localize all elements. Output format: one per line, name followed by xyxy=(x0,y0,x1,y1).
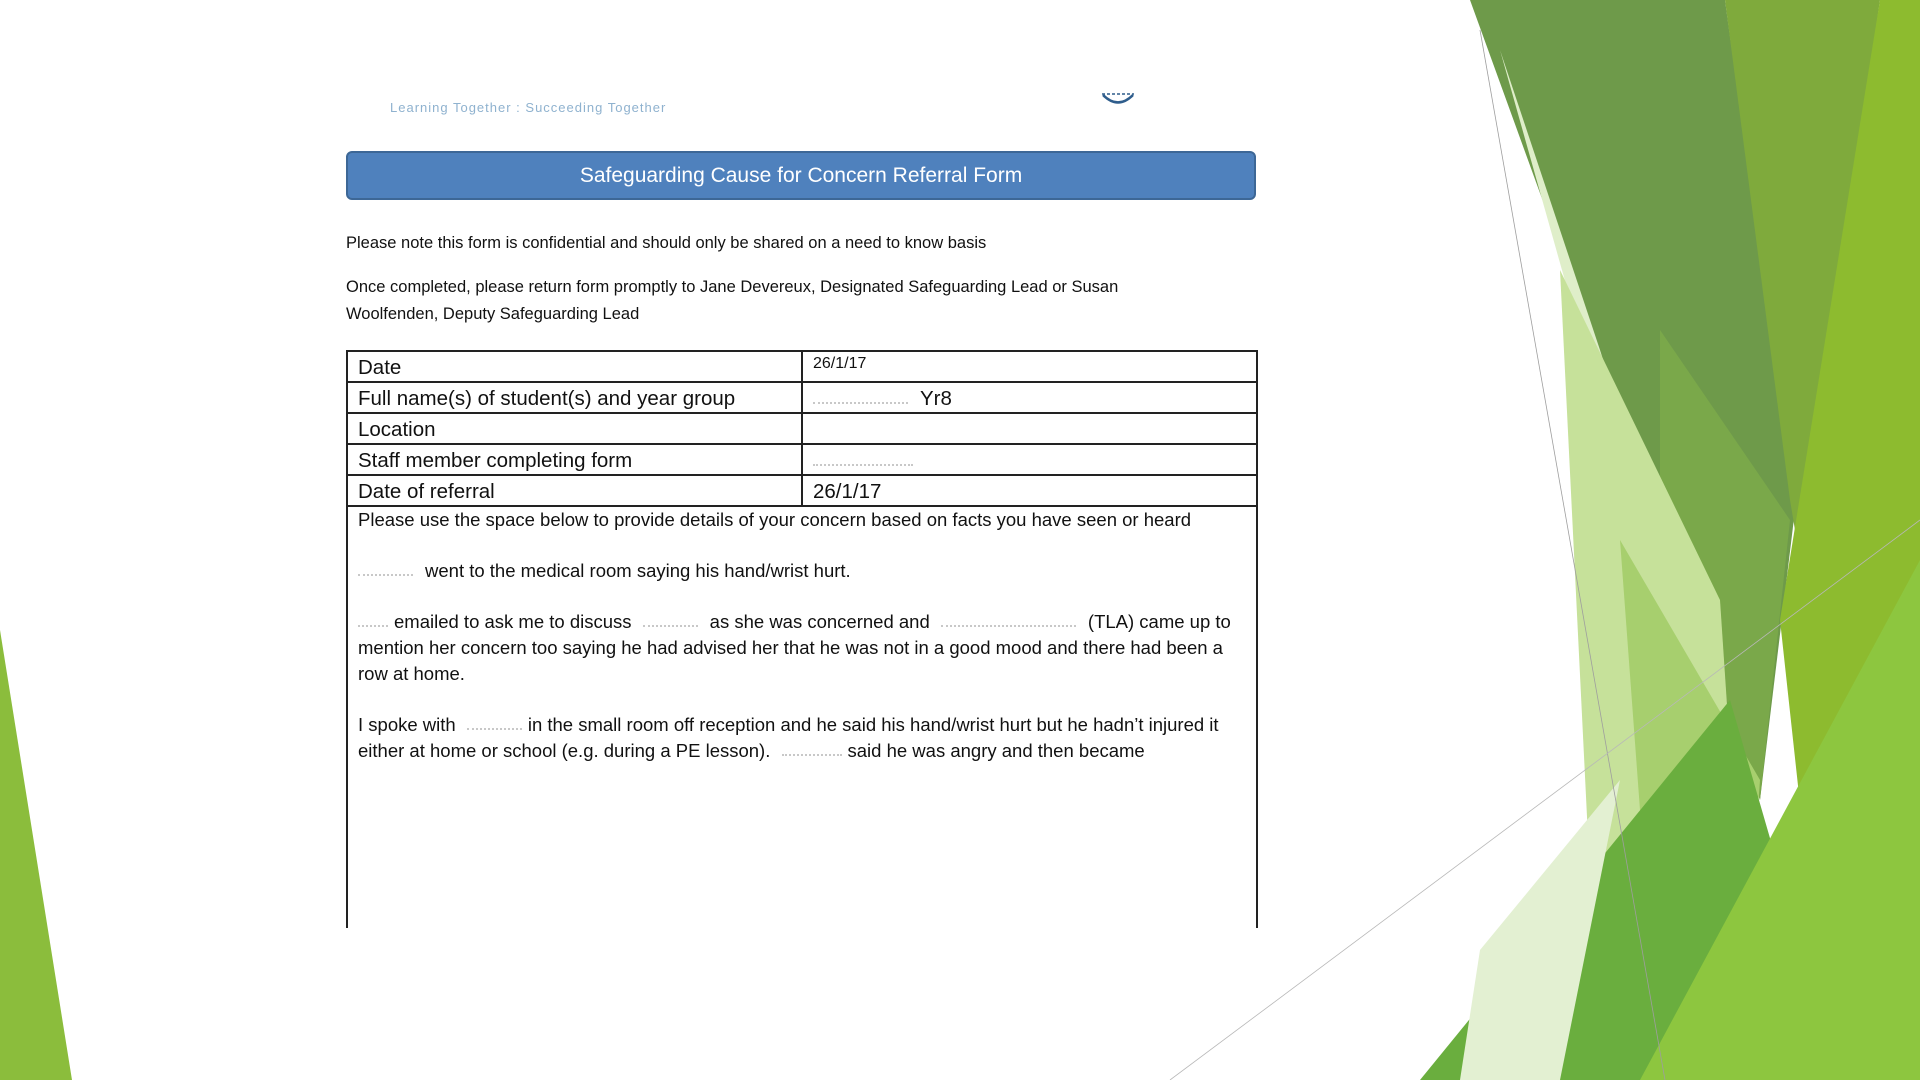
school-tagline: Learning Together : Succeeding Together xyxy=(390,100,667,115)
location-value xyxy=(803,414,1256,443)
details-text-2c: (TLA) came up to mention her concern too saying he had advised her that he was not in a good mood and there had been a row at home. xyxy=(358,611,1231,684)
redacted-name xyxy=(358,568,413,576)
student-names-value xyxy=(803,383,1256,412)
details-text-2b: as she was concerned and xyxy=(709,611,930,632)
details-paragraph-2 xyxy=(358,609,1246,687)
table-row-location xyxy=(348,414,1256,445)
year-group-value: Yr8 xyxy=(920,387,952,410)
details-text-3c: said he was angry and then became xyxy=(847,740,1145,761)
details-text-2a: emailed to ask me to discuss xyxy=(394,611,632,632)
form-title-banner: Safeguarding Cause for Concern Referral Form xyxy=(346,151,1256,200)
return-instructions: Once completed, please return form promptly to Jane Devereux, Designated Safeguarding Lead or Susan Woolfenden, Deputy Safeguarding Lead xyxy=(346,278,1119,323)
confidential-note: Please note this form is confidential and should only be shared on a need to know basis xyxy=(346,234,987,252)
details-prompt: Please use the space below to provide details of your concern based on facts you have seen or heard xyxy=(358,509,1192,530)
details-paragraph-3 xyxy=(358,712,1246,764)
redacted-name xyxy=(467,722,522,730)
date-label: Date xyxy=(348,352,803,381)
school-logo-icon xyxy=(1100,92,1136,106)
concern-details-section xyxy=(348,507,1256,789)
shape-left-green-wedge xyxy=(0,630,72,1080)
table-row-date xyxy=(348,352,1256,383)
location-label: Location xyxy=(348,414,803,443)
details-text-1: went to the medical room saying his hand/wrist hurt. xyxy=(425,560,851,581)
student-names-label: Full name(s) of student(s) and year group xyxy=(348,383,803,412)
staff-member-label: Staff member completing form xyxy=(348,445,803,474)
date-of-referral-value: 26/1/17 xyxy=(813,480,882,503)
date-of-referral-label: Date of referral xyxy=(348,476,803,505)
details-text-3a: I spoke with xyxy=(358,714,456,735)
redacted-student-name xyxy=(813,396,908,404)
details-text-3b: in the small room off reception and he said his hand/wrist hurt but he hadn’t injured it either at home or school (e.g. during a PE lesson). xyxy=(358,714,1219,761)
table-row-date-of-referral xyxy=(348,476,1256,507)
redacted-name xyxy=(941,619,1076,627)
referral-details-table xyxy=(346,350,1258,928)
details-paragraph-1 xyxy=(358,558,1246,584)
table-row-student-names xyxy=(348,383,1256,414)
redacted-name xyxy=(643,619,698,627)
redacted-staff-name xyxy=(813,458,913,466)
staff-member-value xyxy=(803,445,1256,474)
redacted-name xyxy=(782,748,842,756)
referral-form-document xyxy=(340,88,1260,928)
date-value: 26/1/17 xyxy=(813,355,867,372)
redacted-name xyxy=(358,619,388,627)
table-row-staff-member xyxy=(348,445,1256,476)
